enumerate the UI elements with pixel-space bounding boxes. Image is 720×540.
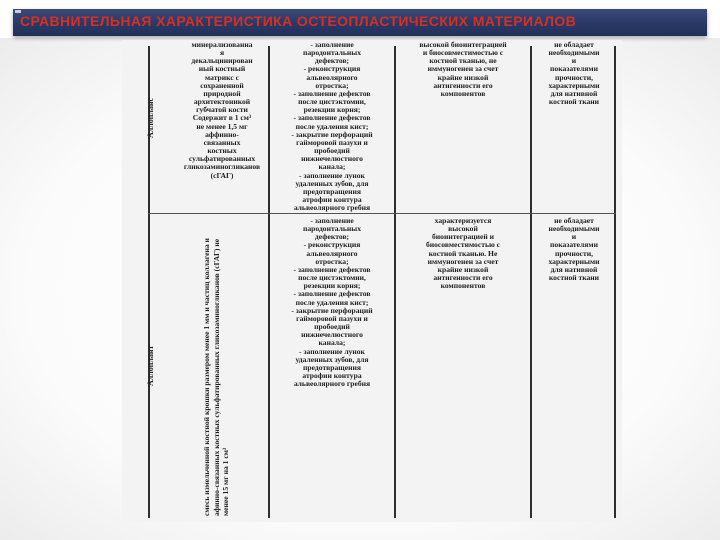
table-rule-vertical bbox=[268, 46, 270, 518]
scanned-table-page bbox=[122, 40, 622, 522]
table-rule-vertical bbox=[394, 46, 396, 518]
table-row-separator bbox=[148, 213, 616, 214]
material-name-row-1: Аллопланс bbox=[146, 97, 155, 138]
material-advantages-row-2: характеризуется высокой биоинтеграцией и биосовместимостью с костной тканью. Не иммуногенен за счет крайне низкой антигенности его компонентов bbox=[425, 217, 501, 291]
title-bar bbox=[13, 9, 707, 36]
material-name-row-2: Аллоплант bbox=[146, 345, 155, 386]
material-indications-row-1: - заполнение пародонтальных дефектов; - реконструкция альвеолярного отростка; - заполнение дефектов после цистэктомии, резекции корня; - заполнение дефектов после удаления кист; - закрытие перфораций гайморовой пазухи и пробоедий нижнечелюстного канала; - заполнение лунок удаленных зубов, для предотвращения атрофии контура альвеолярного гребня bbox=[291, 41, 373, 213]
table-rule-vertical bbox=[530, 46, 532, 518]
material-description-row-1: минерализованна я декальцинирован ный костный матрикс с сохраненной природной архитектоникой губчатой кости Содержит в 1 см³ не менее 1,5 мг аффинно- связанных костных сульфатированных гликозаминогликанов (сГАГ) bbox=[183, 41, 261, 180]
material-disadvantages-row-1: не обладает необходимыми и показателями прочности, характерными для нативной костной ткани bbox=[548, 41, 600, 107]
slide-title: СРАВНИТЕЛЬНАЯ ХАРАКТЕРИСТИКА ОСТЕОПЛАСТИЧЕСКИХ МАТЕРИАЛОВ bbox=[20, 13, 577, 29]
material-description-row-2: смесь измельченной костной крошки размером менее 1 мм и частиц коллагена и афинно-связанных костных сульфатированных гликозаминогликанов (сГАГ) не менее 15 мг на 1 см³ bbox=[202, 238, 230, 516]
material-disadvantages-row-2: не обладает необходимыми и показателями прочности, характерными для нативной костной ткани bbox=[548, 217, 600, 283]
material-indications-row-2: - заполнение пародонтальных дефектов; - реконструкция альвеолярного отростка; - заполнение дефектов после цистэктомии, резекции корня; - заполнение дефектов после удаления кист; - закрытие перфораций гайморовой пазухи и пробоедий нижнечелюстного канала; - заполнение лунок удаленных зубов, для предотвращения атрофии контура альвеолярного гребня bbox=[291, 217, 373, 389]
material-advantages-row-1: высокой биоинтеграцией и биосовместимостью с костной тканью, не иммуногенен за счет крайне низкой антигенности его компонентов bbox=[419, 41, 507, 98]
